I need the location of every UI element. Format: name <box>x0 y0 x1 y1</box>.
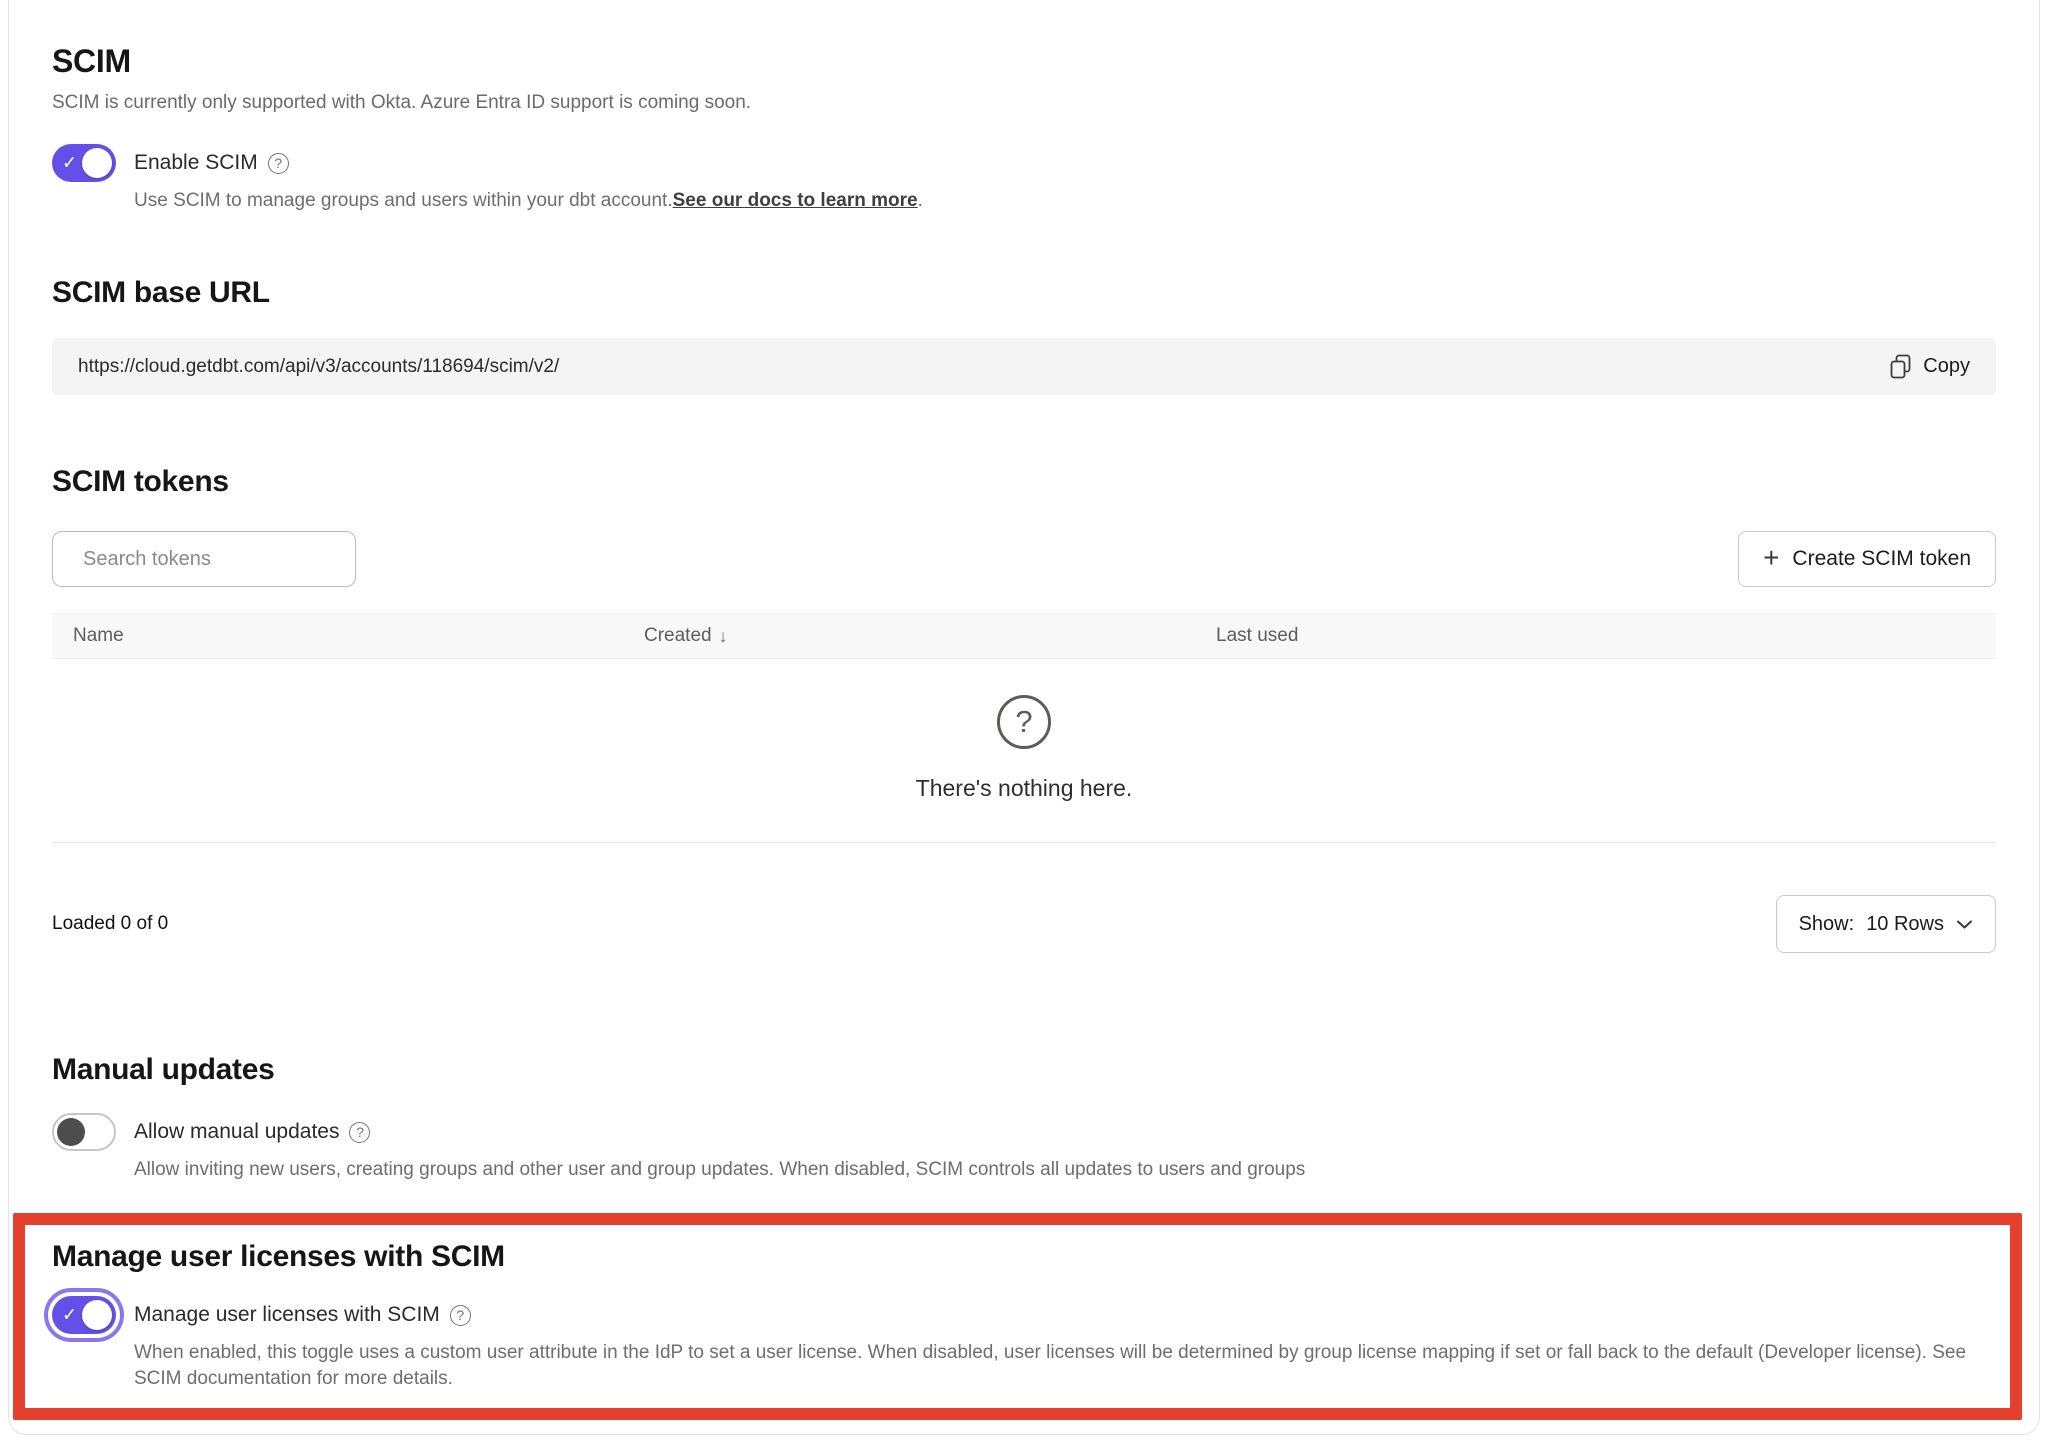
plus-icon: + <box>1763 542 1780 573</box>
check-icon: ✓ <box>62 1304 78 1325</box>
license-description: When enabled, this toggle uses a custom user attribute in the IdP to set a user license. When disabled, user licenses will be determined by group license mapping if set or fall back to the default (Developer license). See SCIM documentation for more details. <box>134 1342 1967 1389</box>
create-scim-token-button[interactable] <box>1738 531 1996 587</box>
column-header-last-used <box>1216 625 1996 647</box>
tokens-table-header <box>52 613 1996 659</box>
show-value: 10 Rows <box>1866 912 1944 935</box>
copy-label: Copy <box>1923 355 1970 377</box>
tokens-empty-state <box>52 659 1996 843</box>
search-tokens-input[interactable] <box>83 548 348 571</box>
tokens-title: SCIM tokens <box>52 465 229 498</box>
enable-scim-description-text: Use SCIM to manage groups and users within your dbt account. <box>134 190 673 211</box>
license-section-title: Manage user licenses with SCIM <box>52 1240 505 1273</box>
check-icon: ✓ <box>62 152 78 173</box>
token-search-box <box>52 531 356 587</box>
toggle-knob <box>82 1300 112 1330</box>
toggle-knob <box>82 148 112 178</box>
link-suffix: . <box>917 190 923 211</box>
tokens-table-footer <box>52 895 1996 953</box>
tokens-controls <box>52 531 1996 587</box>
enable-scim-description <box>134 188 923 214</box>
scim-settings-page <box>9 0 2039 1420</box>
help-icon[interactable]: ? <box>450 1305 471 1326</box>
question-circle-icon: ? <box>997 695 1051 749</box>
docs-link[interactable]: See our docs to learn more <box>672 190 918 211</box>
copy-icon <box>1889 354 1912 380</box>
license-toggle-text <box>134 1296 1970 1392</box>
allow-manual-updates-label: Allow manual updates <box>134 1120 340 1143</box>
show-rows-dropdown[interactable] <box>1776 895 1996 953</box>
base-url-value: https://cloud.getdbt.com/api/v3/accounts/118694/scim/v2/ <box>78 355 560 377</box>
column-last-used-label: Last used <box>1216 625 1299 646</box>
sort-desc-icon: ↓ <box>718 625 728 646</box>
manage-licenses-label: Manage user licenses with SCIM <box>134 1303 440 1326</box>
empty-state-text: There's nothing here. <box>915 775 1133 801</box>
enable-scim-text <box>134 144 923 214</box>
page-title: SCIM <box>52 43 131 79</box>
annotation-highlight-box <box>13 1213 2022 1420</box>
manual-updates-text <box>134 1113 1305 1183</box>
settings-card <box>8 0 2040 1435</box>
base-url-bar <box>52 338 1996 395</box>
help-icon[interactable]: ? <box>268 153 289 174</box>
column-created-label: Created <box>644 625 712 646</box>
license-toggle-row <box>52 1296 1970 1392</box>
column-header-created[interactable] <box>644 625 1216 647</box>
toggle-knob <box>57 1118 85 1146</box>
loaded-count-text: Loaded 0 of 0 <box>52 913 169 934</box>
base-url-title: SCIM base URL <box>52 276 270 309</box>
column-header-name <box>73 625 644 647</box>
help-icon[interactable]: ? <box>349 1122 370 1143</box>
page-subtitle: SCIM is currently only supported with Okta. Azure Entra ID support is coming soon. <box>52 92 752 113</box>
copy-button[interactable] <box>1889 354 1970 380</box>
manual-updates-description: Allow inviting new users, creating groups and other user and group updates. When disabled, SCIM controls all updates to users and groups <box>134 1159 1306 1180</box>
chevron-down-icon <box>1956 919 1973 930</box>
column-name-label: Name <box>73 625 124 646</box>
allow-manual-updates-toggle[interactable] <box>52 1113 116 1151</box>
enable-scim-label: Enable SCIM <box>134 151 258 174</box>
manual-updates-title: Manual updates <box>52 1053 275 1086</box>
manual-updates-row <box>52 1113 1996 1183</box>
show-label: Show: <box>1798 912 1855 935</box>
manage-licenses-toggle[interactable] <box>52 1296 116 1334</box>
create-scim-token-label: Create SCIM token <box>1792 547 1971 570</box>
enable-scim-row <box>52 144 1996 214</box>
enable-scim-toggle[interactable] <box>52 144 116 182</box>
